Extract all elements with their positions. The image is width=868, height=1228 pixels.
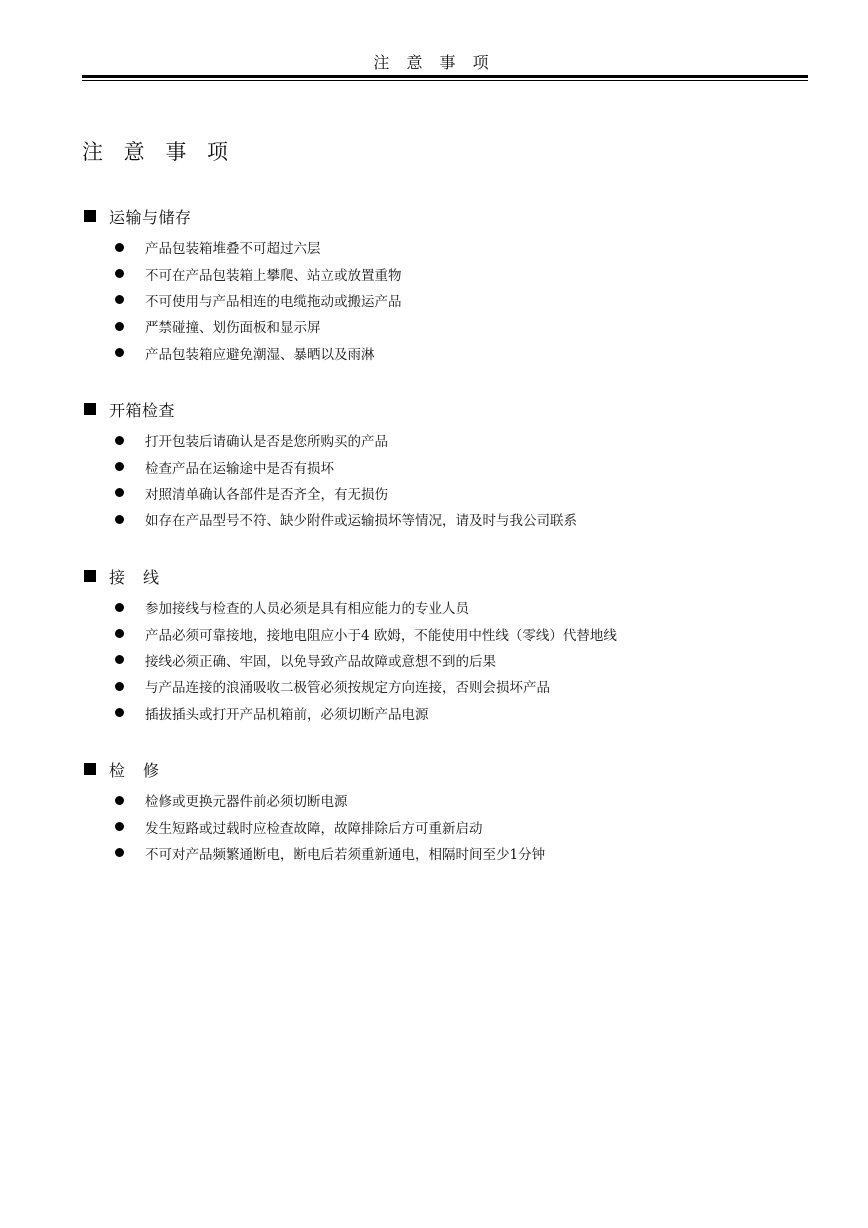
- list-item: [84, 340, 804, 366]
- bullet-icon: [115, 822, 124, 831]
- list-item-text: 发生短路或过载时应检查故障，故障排除后方可重新启动: [145, 820, 483, 837]
- item-list: [84, 234, 804, 366]
- bullet-icon: [115, 322, 124, 331]
- list-item-text: 不可对产品频繁通断电，断电后若须重新通电，相隔时间至少1分钟: [145, 846, 546, 863]
- section-heading: [84, 757, 804, 781]
- section-unpacking-inspection: [84, 397, 804, 533]
- section-heading-text: 开箱检查: [109, 400, 176, 420]
- list-item: [84, 840, 804, 866]
- bullet-icon: [115, 515, 124, 524]
- black-square-icon: [84, 210, 96, 222]
- list-item-text: 严禁碰撞、划伤面板和显示屏: [145, 320, 321, 337]
- list-item: [84, 260, 804, 286]
- bullet-icon: [115, 243, 124, 252]
- list-item-text: 检修或更换元器件前必须切断电源: [145, 794, 348, 811]
- bullet-icon: [115, 682, 124, 691]
- list-item-text: 不可使用与产品相连的电缆拖动或搬运产品: [145, 293, 402, 310]
- list-item: [84, 427, 804, 453]
- list-item: [84, 506, 804, 532]
- section-transport-storage: [84, 204, 804, 366]
- item-list: [84, 787, 804, 866]
- bullet-icon: [115, 796, 124, 805]
- list-item: [84, 287, 804, 313]
- section-heading-text: 检修: [109, 760, 178, 780]
- bullet-icon: [115, 848, 124, 857]
- bullet-icon: [115, 269, 124, 278]
- list-item: [84, 813, 804, 839]
- item-list: [84, 427, 804, 533]
- bullet-icon: [115, 629, 124, 638]
- list-item: [84, 620, 804, 646]
- black-square-icon: [84, 570, 96, 582]
- section-heading: [84, 397, 804, 421]
- header-rule-thick: [82, 75, 808, 78]
- list-item: [84, 787, 804, 813]
- bullet-icon: [115, 348, 124, 357]
- list-item-text: 检查产品在运输途中是否有损坏: [145, 460, 334, 477]
- section-heading-text: 接线: [109, 567, 178, 587]
- list-item: [84, 647, 804, 673]
- list-item: [84, 453, 804, 479]
- list-item: [84, 480, 804, 506]
- bullet-icon: [115, 488, 124, 497]
- list-item-text: 参加接线与检查的人员必须是具有相应能力的专业人员: [145, 601, 469, 618]
- list-item: [84, 673, 804, 699]
- list-item: [84, 313, 804, 339]
- header-rule-thin: [82, 80, 808, 81]
- bullet-icon: [115, 655, 124, 664]
- bullet-icon: [115, 462, 124, 471]
- bullet-icon: [115, 603, 124, 612]
- bullet-icon: [115, 295, 124, 304]
- list-item-text: 打开包装后请确认是否是您所购买的产品: [145, 434, 388, 451]
- bullet-icon: [115, 708, 124, 717]
- list-item-text: 插拔插头或打开产品机箱前，必须切断产品电源: [145, 706, 429, 723]
- black-square-icon: [84, 403, 96, 415]
- black-square-icon: [84, 763, 96, 775]
- section-heading: [84, 564, 804, 588]
- section-maintenance: [84, 757, 804, 866]
- list-item-text: 对照清单确认各部件是否齐全，有无损伤: [145, 486, 388, 503]
- list-item-text: 与产品连接的浪涌吸收二极管必须按规定方向连接，否则会损坏产品: [145, 680, 550, 697]
- section-heading: [84, 204, 804, 228]
- page-title: 注 意 事 项: [82, 140, 236, 164]
- section-wiring: [84, 564, 804, 726]
- list-item: [84, 234, 804, 260]
- list-item-text: 产品必须可靠接地，接地电阻应小于4 欧姆，不能使用中性线（零线）代替地线: [145, 627, 617, 644]
- bullet-icon: [115, 436, 124, 445]
- list-item: [84, 594, 804, 620]
- item-list: [84, 594, 804, 726]
- list-item-text: 如存在产品型号不符、缺少附件或运输损坏等情况，请及时与我公司联系: [145, 513, 577, 530]
- list-item-text: 接线必须正确、牢固，以免导致产品故障或意想不到的后果: [145, 653, 496, 670]
- list-item: [84, 700, 804, 726]
- list-item-text: 不可在产品包装箱上攀爬、站立或放置重物: [145, 267, 402, 284]
- list-item-text: 产品包装箱应避免潮湿、暴晒以及雨淋: [145, 346, 375, 363]
- section-heading-text: 运输与储存: [109, 207, 192, 227]
- list-item-text: 产品包装箱堆叠不可超过六层: [145, 241, 321, 258]
- running-header-title: 注 意 事 项: [373, 53, 495, 72]
